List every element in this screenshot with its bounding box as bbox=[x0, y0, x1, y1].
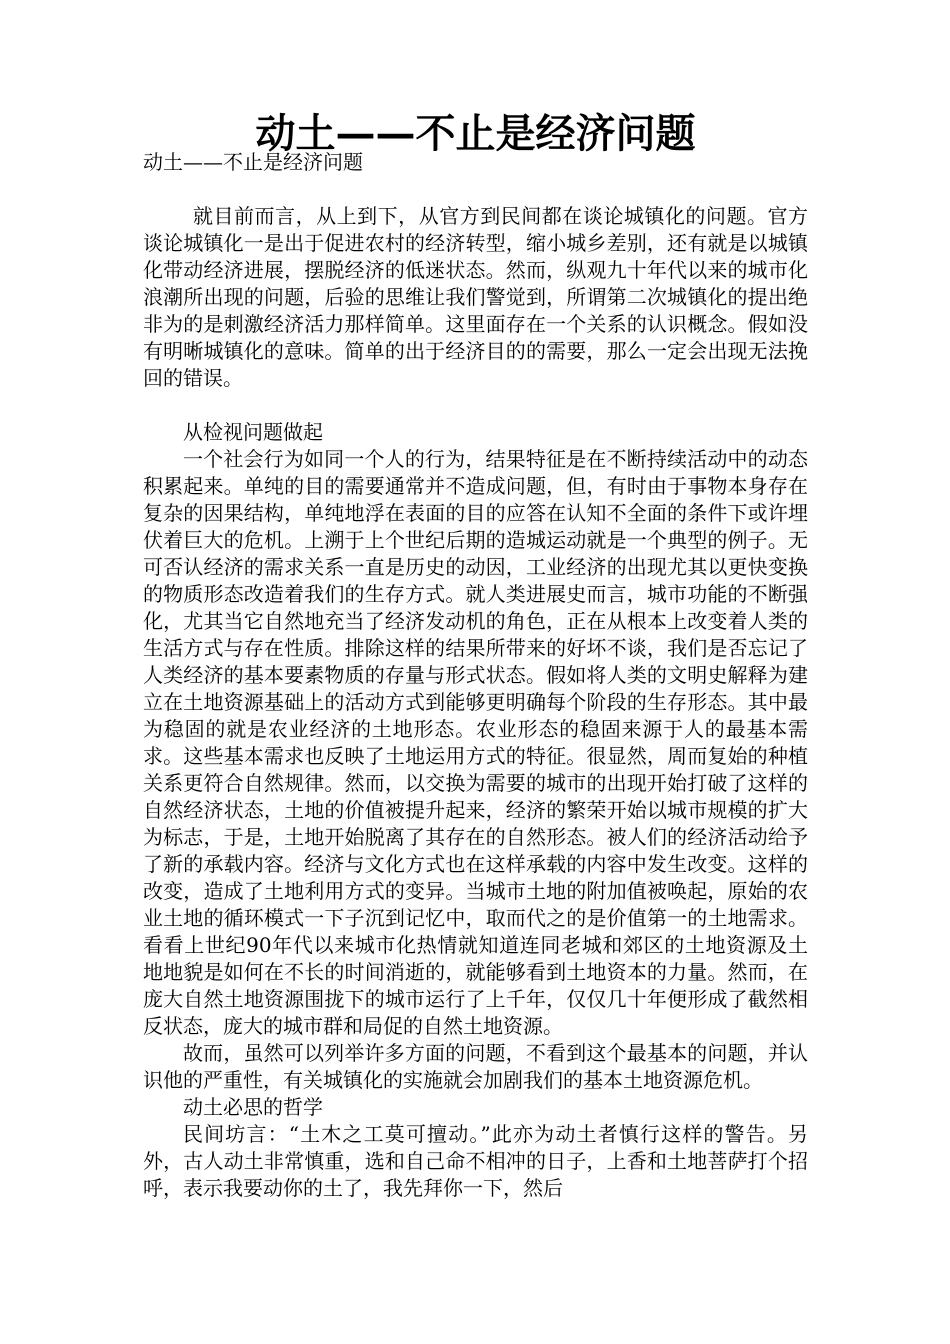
section-review-paragraph-2: 故而，虽然可以列举许多方面的问题，不看到这个最基本的问题，并认识他的严重性，有关城镇化的实施就会加剧我们的基本土地资源危机。 bbox=[143, 1041, 808, 1092]
document-title: 动土——不止是经济问题 bbox=[255, 110, 696, 157]
section-philosophy-paragraph-1: 民间坊言：“土木之工莫可擅动。”此亦为动土者慎行这样的警告。另外，古人动土非常慎重，选和自己命不相冲的日子，上香和土地菩萨打个招呼，表示我要动你的土了，我先拜你一下，然后 bbox=[143, 1122, 808, 1200]
blank-line bbox=[143, 176, 808, 203]
section-heading-review: 从检视问题做起 bbox=[183, 420, 323, 444]
document-body bbox=[143, 110, 808, 1202]
blank-line bbox=[143, 392, 808, 419]
intro-paragraph: 就目前而言，从上到下，从官方到民间都在谈论城镇化的问题。官方谈论城镇化一是出于促进农村的经济转型，缩小城乡差别，还有就是以城镇化带动经济进展，摆脱经济的低迷状态。然而，纵观九十年代以来的城市化浪潮所出现的问题，后验的思维让我们警觉到，所谓第二次城镇化的提出绝非为的是刺激经济活力那样简单。这里面存在一个关系的认识概念。假如没有明晰城镇化的意味。简单的出于经济目的的需要，那么一定会出现无法挽回的错误。 bbox=[143, 204, 808, 390]
section-heading-philosophy: 动土必思的哲学 bbox=[183, 1095, 323, 1119]
document-subtitle: 动土——不止是经济问题 bbox=[143, 150, 363, 174]
section-review-paragraph-1: 一个社会行为如同一个人的行为，结果特征是在不断持续活动中的动态积累起来。单纯的目的需要通常并不造成问题，但，有时由于事物本身存在复杂的因果结构，单纯地浮在表面的目的应答在认知不全面的条件下或许埋伏着巨大的危机。上溯于上个世纪后期的造城运动就是一个典型的例子。无可否认经济的需求关系一直是历史的动因，工业经济的出现尤其以更快变换的物质形态改造着我们的生存方式。就人类进展史而言，城市功能的不断强化，尤其当它自然地充当了经济发动机的角色，正在从根本上改变着人类的生活方式与存在性质。排除这样的结果所带来的好坏不谈，我们是否忘记了人类经济的基本要素物质的存量与形式状态。假如将人类的文明史解释为建立在土地资源基础上的活动方式到能够更明确每个阶段的生存形态。其中最为稳固的就是农业经济的土地形态。农业形态的稳固来源于人的最基本需求。这些基本需求也反映了土地运用方式的特征。很显然，周而复始的种植关系更符合自然规律。然而，以交换为需要的城市的出现开始打破了这样的自然经济状态，土地的价值被提升起来，经济的繁荣开始以城市规模的扩大为标志，于是，土地开始脱离了其存在的自然形态。被人们的经济活动给予了新的承载内容。经济与文化方式也在这样承载的内容中发生改变。这样的改变，造成了土地利用方式的变异。当城市土地的附加值被唤起，原始的农业土地的循环模式一下子沉到记忆中，取而代之的是价值第一的土地需求。看看上世纪90年代以来城市化热情就知道连同老城和郊区的土地资源及土地地貌是如何在不长的时间消逝的，就能够看到土地资本的力量。然而，在庞大自然土地资源围拢下的城市运行了上千年，仅仅几十年便形成了截然相反状态，庞大的城市群和局促的自然土地资源。 bbox=[143, 447, 808, 1038]
